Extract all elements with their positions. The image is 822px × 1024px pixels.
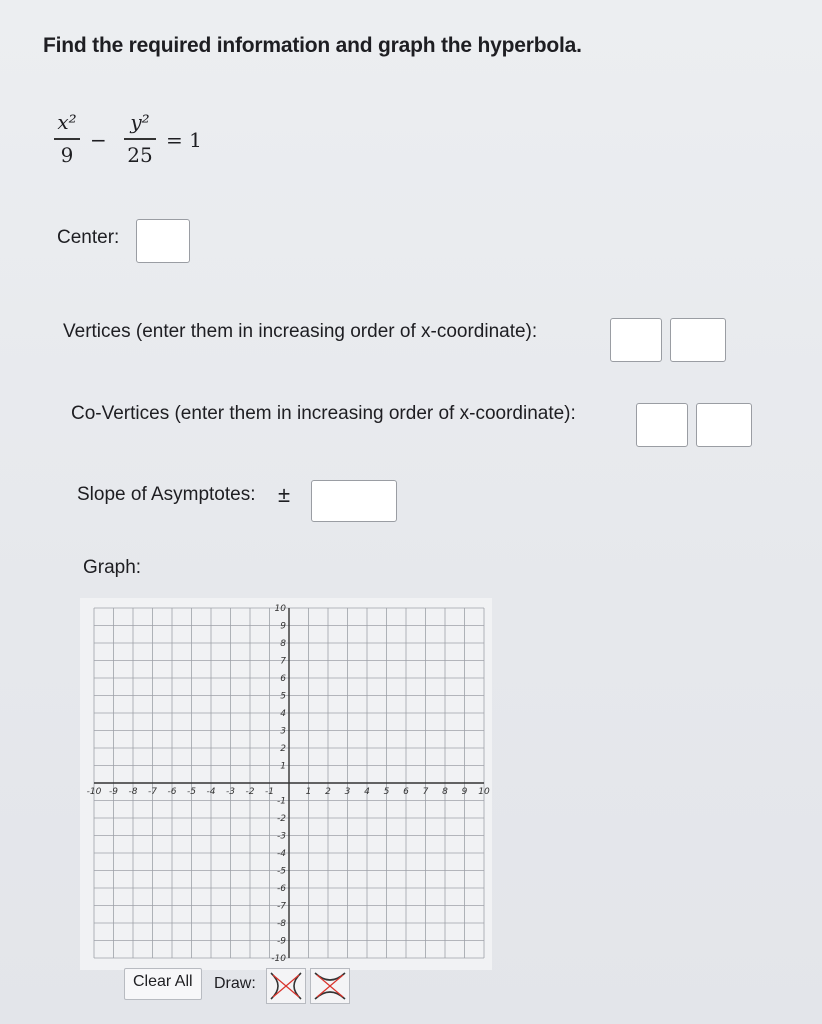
- slope-input[interactable]: [311, 480, 397, 522]
- draw-hyperbola-vertical-button[interactable]: [310, 968, 350, 1004]
- y-tick-label: 9: [280, 621, 286, 632]
- x-tick-label: -5: [187, 787, 196, 797]
- graph-background: [80, 598, 492, 970]
- center-input[interactable]: [136, 219, 190, 263]
- clear-all-button[interactable]: Clear All: [124, 968, 202, 1000]
- x-tick-label: 7: [422, 787, 429, 797]
- x-tick-label: 9: [461, 787, 468, 797]
- y-tick-label: -4: [277, 849, 286, 859]
- graph-label: Graph:: [83, 557, 142, 578]
- term2-numerator: y²: [130, 110, 150, 134]
- x-tick-label: -6: [167, 787, 177, 797]
- y-tick-label: -1: [277, 796, 286, 807]
- y-tick-label: -5: [277, 866, 286, 877]
- y-tick-label: -9: [277, 936, 286, 947]
- draw-hyperbola-horizontal-button[interactable]: [266, 968, 306, 1004]
- fraction-bar: [54, 138, 80, 140]
- term1-numerator: x²: [57, 110, 77, 134]
- x-tick-label: -2: [245, 787, 255, 797]
- y-tick-label: 3: [280, 726, 286, 737]
- y-tick-label: -3: [277, 831, 286, 842]
- slope-label: Slope of Asymptotes:: [77, 484, 256, 505]
- x-tick-label: -9: [109, 787, 118, 797]
- hyperbola-vertical-icon: [311, 969, 349, 1003]
- x-tick-label: 4: [364, 787, 370, 797]
- y-tick-label: 8: [280, 639, 286, 649]
- y-tick-label: 1: [280, 761, 286, 772]
- y-tick-label: 6: [280, 674, 286, 684]
- y-tick-label: -8: [277, 919, 286, 929]
- x-tick-label: 2: [325, 787, 331, 797]
- x-tick-label: -7: [148, 787, 157, 797]
- x-tick-label: 3: [344, 787, 351, 797]
- graph-canvas[interactable]: [80, 598, 492, 970]
- covertices-label: Co-Vertices (enter them in increasing order of x-coordinate):: [71, 403, 576, 424]
- minus-sign: −: [90, 128, 107, 152]
- center-label: Center:: [57, 227, 120, 248]
- covertex1-input[interactable]: [636, 403, 688, 447]
- x-tick-label: -10: [86, 787, 102, 797]
- x-tick-label: -8: [128, 787, 138, 797]
- x-tick-label: -3: [226, 787, 235, 797]
- y-tick-label: 4: [280, 709, 286, 719]
- covertex2-input[interactable]: [696, 403, 752, 447]
- vertex1-input[interactable]: [610, 318, 662, 362]
- draw-label: Draw:: [214, 975, 256, 992]
- x-tick-label: 1: [305, 787, 312, 797]
- fraction-bar: [124, 138, 156, 140]
- x-tick-label: 10: [478, 787, 490, 797]
- fraction-x: [54, 110, 80, 167]
- x-tick-label: -1: [265, 787, 274, 797]
- term2-denominator: 25: [127, 142, 153, 167]
- y-tick-label: -2: [277, 814, 286, 824]
- hyperbola-horizontal-icon: [267, 969, 305, 1003]
- plus-minus-sign: ±: [278, 482, 291, 507]
- y-tick-label: 10: [274, 604, 286, 614]
- y-tick-label: -10: [271, 954, 286, 964]
- y-tick-label: -6: [277, 884, 286, 894]
- x-tick-label: 6: [403, 787, 409, 797]
- vertex2-input[interactable]: [670, 318, 726, 362]
- y-tick-label: -7: [277, 901, 286, 912]
- equals-one: = 1: [166, 128, 202, 152]
- graph-svg[interactable]: [80, 598, 492, 970]
- y-tick-label: 2: [280, 744, 286, 754]
- fraction-y: [124, 110, 156, 167]
- x-tick-label: 8: [442, 787, 448, 797]
- y-tick-label: 5: [280, 691, 286, 702]
- x-tick-label: -4: [206, 787, 216, 797]
- question-title: Find the required information and graph the hyperbola.: [43, 34, 582, 57]
- vertices-label: Vertices (enter them in increasing order of x-coordinate):: [63, 321, 538, 342]
- term1-denominator: 9: [60, 142, 74, 167]
- x-tick-label: 5: [383, 787, 390, 797]
- y-tick-label: 7: [280, 656, 286, 667]
